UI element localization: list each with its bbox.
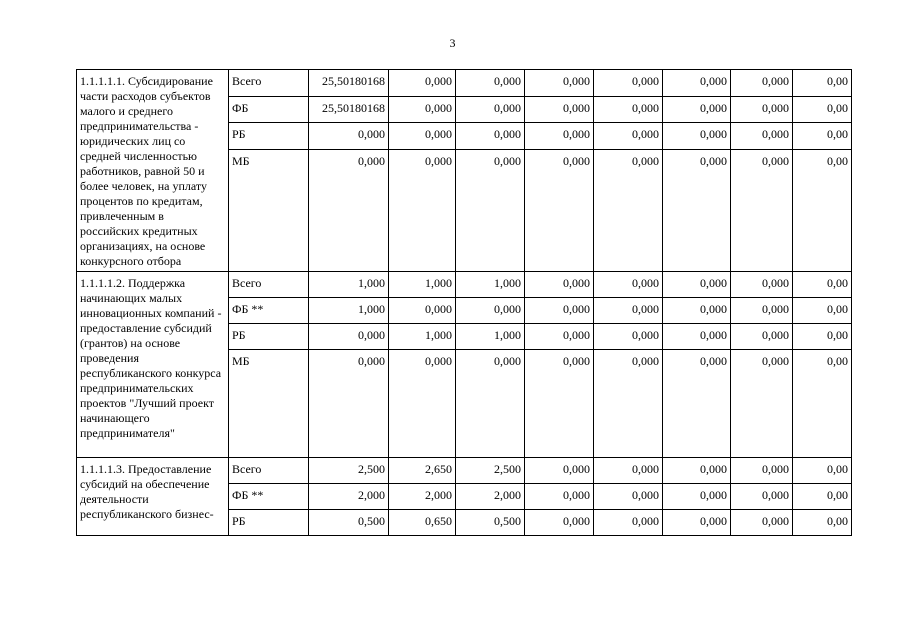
amount-cell: 1,000 <box>389 272 456 298</box>
funding-source: РБ <box>229 123 309 150</box>
amount-cell: 1,000 <box>389 324 456 350</box>
measure-description: 1.1.1.1.3. Предоставление субсидий на обеспечение деятельности республиканского бизнес- <box>77 458 229 536</box>
budget-table <box>76 69 852 536</box>
amount-cell: 0,000 <box>525 324 594 350</box>
amount-cell: 2,500 <box>309 458 389 484</box>
funding-source: Всего <box>229 70 309 97</box>
amount-cell: 0,000 <box>525 484 594 510</box>
amount-cell: 0,000 <box>731 70 793 97</box>
amount-cell: 2,500 <box>456 458 525 484</box>
funding-source: РБ <box>229 324 309 350</box>
amount-cell: 0,000 <box>525 123 594 150</box>
amount-cell: 0,000 <box>663 149 731 271</box>
amount-cell: 0,000 <box>525 96 594 123</box>
amount-cell: 0,00 <box>793 123 852 150</box>
page-number: 3 <box>449 36 456 50</box>
amount-cell: 0,000 <box>594 458 663 484</box>
amount-cell: 0,000 <box>594 350 663 458</box>
amount-cell: 2,650 <box>389 458 456 484</box>
amount-cell: 0,00 <box>793 510 852 536</box>
amount-cell: 1,000 <box>309 272 389 298</box>
amount-cell: 0,000 <box>663 510 731 536</box>
table-body <box>77 70 852 536</box>
amount-cell: 0,000 <box>525 510 594 536</box>
amount-cell: 0,000 <box>731 123 793 150</box>
amount-cell: 0,000 <box>731 149 793 271</box>
amount-cell: 0,000 <box>594 272 663 298</box>
amount-cell: 0,000 <box>663 458 731 484</box>
table-row <box>77 458 852 484</box>
funding-source: Всего <box>229 458 309 484</box>
amount-cell: 0,000 <box>389 149 456 271</box>
amount-cell: 25,50180168 <box>309 96 389 123</box>
amount-cell: 0,000 <box>663 96 731 123</box>
amount-cell: 1,000 <box>309 298 389 324</box>
amount-cell: 0,000 <box>525 458 594 484</box>
table-row <box>77 272 852 298</box>
amount-cell: 0,000 <box>663 123 731 150</box>
amount-cell: 0,000 <box>663 350 731 458</box>
amount-cell: 0,000 <box>389 96 456 123</box>
amount-cell: 0,000 <box>731 324 793 350</box>
amount-cell: 0,000 <box>525 149 594 271</box>
amount-cell: 2,000 <box>456 484 525 510</box>
amount-cell: 0,000 <box>594 149 663 271</box>
measure-description: 1.1.1.1.2. Поддержка начинающих малых инновационных компаний - предоставление субсидий (грантов) на основе проведения республиканского конкурса предпринимательских проектов "Лучший проект начинающего предпринимателя" <box>77 272 229 458</box>
funding-source: Всего <box>229 272 309 298</box>
amount-cell: 0,650 <box>389 510 456 536</box>
amount-cell: 0,000 <box>389 350 456 458</box>
amount-cell: 0,000 <box>663 324 731 350</box>
amount-cell: 0,000 <box>456 298 525 324</box>
amount-cell: 0,000 <box>525 350 594 458</box>
amount-cell: 0,00 <box>793 149 852 271</box>
amount-cell: 0,000 <box>731 510 793 536</box>
amount-cell: 0,000 <box>456 123 525 150</box>
funding-source: ФБ <box>229 96 309 123</box>
amount-cell: 1,000 <box>456 324 525 350</box>
funding-source: МБ <box>229 350 309 458</box>
amount-cell: 0,000 <box>525 272 594 298</box>
amount-cell: 25,50180168 <box>309 70 389 97</box>
amount-cell: 0,000 <box>663 70 731 97</box>
amount-cell: 0,000 <box>456 350 525 458</box>
amount-cell: 0,00 <box>793 484 852 510</box>
amount-cell: 0,000 <box>731 458 793 484</box>
amount-cell: 0,000 <box>525 298 594 324</box>
amount-cell: 0,000 <box>594 298 663 324</box>
amount-cell: 0,000 <box>594 324 663 350</box>
amount-cell: 2,000 <box>389 484 456 510</box>
amount-cell: 0,000 <box>731 484 793 510</box>
amount-cell: 0,000 <box>309 350 389 458</box>
funding-source: ФБ ** <box>229 484 309 510</box>
amount-cell: 0,000 <box>663 484 731 510</box>
amount-cell: 0,00 <box>793 458 852 484</box>
amount-cell: 0,000 <box>389 123 456 150</box>
amount-cell: 0,500 <box>309 510 389 536</box>
amount-cell: 0,000 <box>389 70 456 97</box>
funding-source: МБ <box>229 149 309 271</box>
amount-cell: 0,500 <box>456 510 525 536</box>
amount-cell: 0,000 <box>456 96 525 123</box>
amount-cell: 0,000 <box>731 272 793 298</box>
amount-cell: 0,000 <box>594 484 663 510</box>
amount-cell: 0,000 <box>525 70 594 97</box>
amount-cell: 0,000 <box>663 272 731 298</box>
amount-cell: 0,00 <box>793 96 852 123</box>
amount-cell: 0,00 <box>793 324 852 350</box>
amount-cell: 0,000 <box>594 70 663 97</box>
amount-cell: 0,000 <box>309 123 389 150</box>
amount-cell: 0,000 <box>663 298 731 324</box>
amount-cell: 0,00 <box>793 272 852 298</box>
amount-cell: 0,000 <box>456 70 525 97</box>
amount-cell: 0,00 <box>793 298 852 324</box>
amount-cell: 0,00 <box>793 70 852 97</box>
amount-cell: 0,000 <box>309 149 389 271</box>
amount-cell: 2,000 <box>309 484 389 510</box>
amount-cell: 1,000 <box>456 272 525 298</box>
amount-cell: 0,000 <box>594 96 663 123</box>
amount-cell: 0,000 <box>594 510 663 536</box>
amount-cell: 0,000 <box>731 96 793 123</box>
amount-cell: 0,000 <box>389 298 456 324</box>
amount-cell: 0,00 <box>793 350 852 458</box>
funding-source: ФБ ** <box>229 298 309 324</box>
amount-cell: 0,000 <box>309 324 389 350</box>
amount-cell: 0,000 <box>594 123 663 150</box>
table-row <box>77 70 852 97</box>
amount-cell: 0,000 <box>456 149 525 271</box>
measure-description: 1.1.1.1.1. Субсидирование части расходов субъектов малого и среднего предпринимательства - юридических лиц со средней численностью работников, равной 50 и более человек, на уплату процентов по кредитам, привлеченным в российских кредитных организациях, на основе конкурсного отбора <box>77 70 229 272</box>
amount-cell: 0,000 <box>731 350 793 458</box>
funding-source: РБ <box>229 510 309 536</box>
amount-cell: 0,000 <box>731 298 793 324</box>
